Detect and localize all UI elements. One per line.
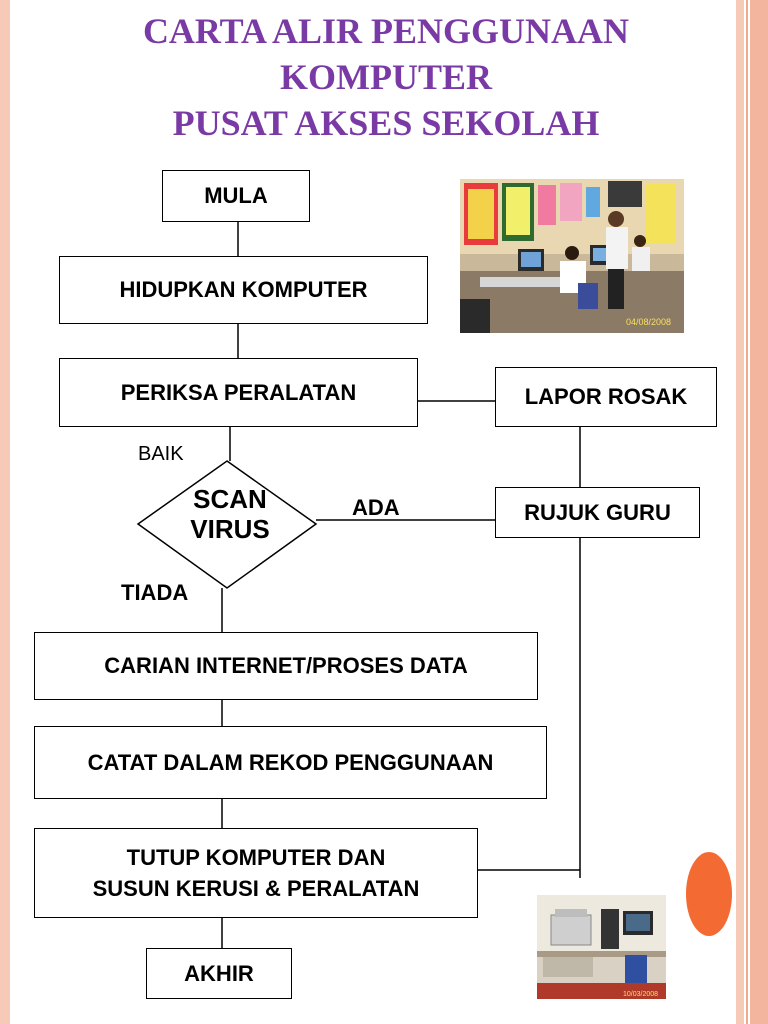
scan-virus-line-1: SCAN [193,484,267,514]
refer-teacher-box [495,487,700,538]
check-equipment-label: PERIKSA PERALATAN [120,379,357,405]
record-usage-box [34,726,547,799]
found-label: ADA [352,495,400,520]
power-on-box [59,256,428,324]
check-equipment-box [59,358,418,427]
good-label: BAIK [138,443,184,465]
record-usage-label: CATAT DALAM REKOD PENGGUNAAN [87,749,494,775]
computer-lab-photo [460,179,684,333]
start-box [162,170,310,222]
report-damage-box [495,367,717,427]
decorative-orange-oval [686,852,732,936]
shutdown-box [34,828,478,918]
shutdown-line-1: TUTUP KOMPUTER DAN [126,845,386,870]
title-line-2: KOMPUTER [280,57,492,97]
internet-process-box [34,632,538,700]
refer-teacher-label: RUJUK GURU [524,499,671,525]
top-photo-date: 04/08/2008 [626,317,672,327]
scan-virus-line-2: VIRUS [190,514,270,544]
power-on-label: HIDUPKAN KOMPUTER [119,277,368,302]
internet-process-label: CARIAN INTERNET/PROSES DATA [104,653,468,678]
end-box [146,948,292,999]
shutdown-line-2: SUSUN KERUSI & PERALATAN [92,876,420,901]
start-label: MULA [204,183,268,208]
printer-station-photo [537,895,666,999]
none-label: TIADA [121,580,189,605]
title-line-3: PUSAT AKSES SEKOLAH [172,103,600,143]
bottom-photo-date: 10/03/2008 [623,991,659,998]
end-label: AKHIR [184,960,254,986]
title-line-1: CARTA ALIR PENGGUNAAN [142,11,630,51]
report-damage-label: LAPOR ROSAK [524,384,688,409]
scan-virus-text [150,484,310,544]
